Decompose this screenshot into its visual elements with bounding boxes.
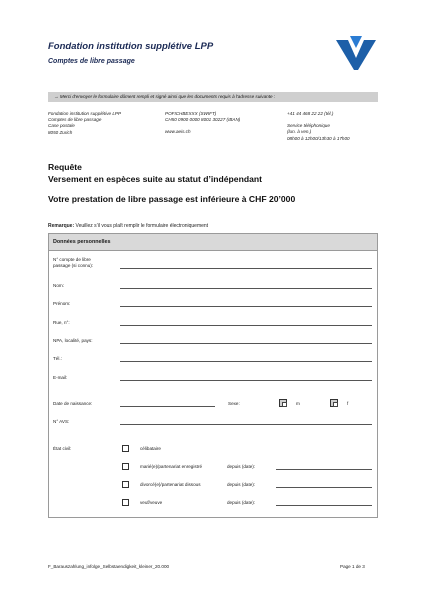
firstname-field[interactable] — [120, 306, 372, 307]
document-title — [48, 161, 262, 185]
widowed-since-field[interactable] — [276, 505, 372, 506]
married-since-field[interactable] — [276, 469, 372, 470]
website-link[interactable]: www.aeis.ch — [165, 129, 191, 135]
avs-field[interactable] — [120, 424, 372, 425]
sex-female-radio[interactable] — [330, 399, 338, 407]
name-field[interactable] — [120, 288, 372, 289]
account-number-label — [53, 257, 93, 269]
phone-label: Tél.: — [53, 356, 62, 361]
address-line: Comptes de libre passage — [48, 117, 102, 123]
bank-details — [165, 111, 275, 136]
firstname-label: Prénom: — [53, 301, 71, 306]
address-line: 8050 Zurich — [48, 129, 73, 135]
brand-logo — [334, 32, 378, 72]
address-line: Case postale — [48, 123, 75, 129]
title-line: Requête — [48, 162, 82, 172]
swift-code: POFICHBEXXX (SWIFT) — [165, 111, 217, 116]
sex-female-label: f — [347, 401, 349, 406]
divorced-since-label: depuis (date): — [227, 482, 256, 487]
single-label: célibataire — [140, 446, 161, 451]
service-hours-line: Service téléphonique — [287, 123, 330, 129]
married-checkbox[interactable] — [122, 463, 129, 470]
label-line: passage (si connu): — [53, 263, 94, 268]
single-checkbox[interactable] — [122, 445, 129, 452]
document-subtitle: Votre prestation de libre passage est inférieure à CHF 20’000 — [48, 194, 296, 204]
sex-male-radio[interactable] — [279, 399, 287, 407]
name-label: Nom: — [53, 283, 64, 288]
footer-filename: F_Barauszahlung_infolge_Selbstaendigkeit_kleiner_20.000 — [48, 564, 170, 569]
divorced-checkbox[interactable] — [122, 481, 129, 488]
city-field[interactable] — [120, 343, 372, 344]
organization-name: Fondation institution supplétive LPP — [48, 41, 214, 52]
postal-address — [48, 111, 148, 136]
widowed-since-label: depuis (date): — [227, 500, 256, 505]
service-hours-line: (lun. à ven.) — [287, 129, 312, 135]
remark-label: Remarque: — [48, 223, 75, 229]
remark — [48, 223, 208, 229]
sex-label: Sexe: — [228, 401, 240, 406]
married-since-label: depuis (date): — [227, 464, 256, 469]
street-field[interactable] — [120, 325, 372, 326]
married-label: marié(e)/partenariat enregistré — [140, 464, 203, 469]
civil-status-label: État civil: — [53, 446, 72, 451]
phone-field[interactable] — [120, 361, 372, 362]
widowed-label: veuf/veuve — [140, 500, 163, 505]
organization-subtitle: Comptes de libre passage — [48, 58, 135, 65]
sex-male-label: m — [296, 401, 300, 406]
title-line: Versement en espèces suite au statut d’indépendant — [48, 174, 262, 184]
instruction-banner: → Merci d'envoyer le formulaire dûment rempli et signé ainsi que les documents requis à l'adresse suivante : — [48, 92, 378, 102]
divorced-label: divorcé(e)/partenariat dissous — [140, 482, 201, 487]
birthdate-field[interactable] — [120, 406, 215, 407]
service-hours-line: 08h00 à 12h00/13h30 à 17h00 — [287, 135, 350, 141]
section-header: Données personnelles — [48, 233, 378, 251]
footer-page-number: Page 1 de 3 — [340, 564, 365, 569]
account-number-field[interactable] — [120, 268, 372, 269]
email-label: E-mail: — [53, 375, 68, 380]
address-line: Fondation institution supplétive LPP — [48, 111, 122, 116]
label-line: N° compte de libre — [53, 257, 91, 262]
widowed-checkbox[interactable] — [122, 499, 129, 506]
remark-text: Veuillez s’il vous plaît remplir le formulaire électroniquement — [75, 223, 209, 229]
email-field[interactable] — [120, 380, 372, 381]
personal-data-form — [48, 233, 378, 518]
iban: CH50 0900 0000 8001 30227 (IBAN) — [165, 117, 241, 123]
avs-label: N° AVS: — [53, 419, 70, 424]
divorced-since-field[interactable] — [276, 487, 372, 488]
city-label: NPA, localité, pays: — [53, 338, 93, 343]
street-label: Rue, n°: — [53, 320, 70, 325]
phone-number: +41 44 468 22 22 (tél.) — [287, 111, 334, 116]
birthdate-label: Date de naissance: — [53, 401, 93, 406]
contact-details — [287, 111, 382, 142]
